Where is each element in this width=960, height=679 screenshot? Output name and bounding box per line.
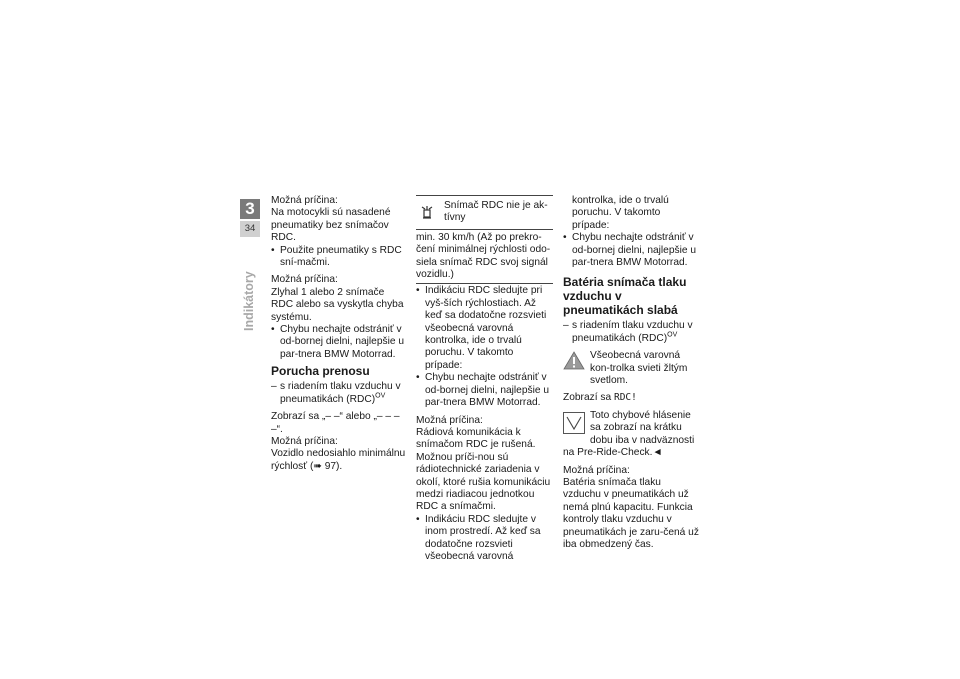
column-2 xyxy=(416,195,553,563)
bullet-item: • Indikáciu RDC sledujte v inom prostredí. Až keď sa dodatočne rozsvieti všeobecná varovná xyxy=(416,514,553,564)
option-superscript: OV xyxy=(667,331,678,339)
note-text: Toto chybové hlásenie sa zobrazí na krátku dobu iba v nadväznosti na Pre-Ride-Check. xyxy=(563,409,695,459)
page-reference-link[interactable]: (➠ 97). xyxy=(309,460,343,472)
bullet-item: • Indikáciu RDC sledujte pri vyš-ších rýchlostiach. Až keď sa dodatočne rozsvieti všeobecná varovná kontrolka, ide o trvalú poruchu. V takomto prípade: xyxy=(416,285,553,372)
continued-text: kontrolka, ide o trvalú poruchu. V takomto prípade: xyxy=(572,195,669,231)
condition-box xyxy=(416,195,553,284)
bullet-item: • Chybu nechajte odstrániť v od-bornej dielni, najlepšie u par-tnera BMW Motorrad. xyxy=(416,372,553,409)
column-1 xyxy=(271,195,408,478)
box-title: Snímač RDC nie je ak-tívny xyxy=(444,200,548,224)
warning-text: Všeobecná varovná kon-trolka svieti žltým svetlom. xyxy=(590,350,688,387)
section-heading: Batéria snímača tlaku vzduchu v pneumatikách slabá xyxy=(563,275,687,318)
bullet-item: • Chybu nechajte odstrániť v od-bornej dielni, najlepšie u par-tnera BMW Motorrad. xyxy=(563,232,700,269)
option-superscript: OV xyxy=(375,392,386,400)
section-heading: Porucha prenosu xyxy=(271,364,370,379)
bullet-item: • Použite pneumatiky s RDC sní-mačmi. xyxy=(271,245,408,270)
equipment-note: – s riadením tlaku vzduchu v pneumatikách (RDC)$^{OV}$ xyxy=(271,381,408,406)
cause-text: Na motocykli sú nasadené pneumatiky bez snímačov RDC. xyxy=(271,207,391,244)
box-body: min. 30 km/h (Až po prekro-čení minimálnej rýchlosti odo-siela snímač RDC svoj signál vozidlu.) xyxy=(416,229,553,284)
note-block xyxy=(563,410,700,460)
chapter-title-vertical: Indikátory xyxy=(242,271,256,331)
equipment-note: – s riadením tlaku vzduchu v pneumatikách (RDC)$^{OV}$ xyxy=(563,320,700,345)
cause-text: Batéria snímača tlaku vzduchu v pneumatikách už nemá plnú kapacitu. Funkcia kontroly tlaku vzduchu v pneumatikách je zaru-čená už iba obmedzený čas. xyxy=(563,476,699,550)
note-triangle-icon xyxy=(563,412,585,434)
cause-label: Možná príčina: xyxy=(271,274,338,286)
cause-text: Zlyhal 1 alebo 2 snímače RDC alebo sa vyskytla chyba systému. xyxy=(271,286,404,323)
cause-label: Možná príčina: xyxy=(271,435,338,447)
display-code: RDC! xyxy=(613,392,637,404)
bullet-item: • Chybu nechajte odstrániť v od-bornej dielni, najlepšie u par-tnera BMW Motorrad. xyxy=(271,324,408,361)
end-mark: ◄ xyxy=(652,447,663,459)
warning-triangle-icon xyxy=(563,350,585,372)
cause-text: Vozidlo nedosiahlo minimálnu rýchlosť (➠ 97). xyxy=(271,448,406,472)
display-text: Zobrazí sa RDC! xyxy=(563,392,637,404)
sensor-icon xyxy=(416,200,438,225)
warning-row xyxy=(563,350,700,387)
display-text: Zobrazí sa „– –“ alebo „– – – –“. xyxy=(271,411,400,435)
cause-label: Možná príčina: xyxy=(416,414,483,426)
chapter-number-tab: 3 xyxy=(240,199,260,219)
cause-label: Možná príčina: xyxy=(563,464,630,476)
page-number: 34 xyxy=(240,221,260,237)
cause-text: Rádiová komunikácia k snímačom RDC je rušená. Možnou príči-nou sú rádiotechnické zariadenia v okolí, ktoré rušia komunikáciu medzi riadiacou jednotkou RDC a snímačmi. xyxy=(416,426,551,513)
cause-label: Možná príčina: xyxy=(271,195,338,206)
column-3 xyxy=(563,195,700,551)
